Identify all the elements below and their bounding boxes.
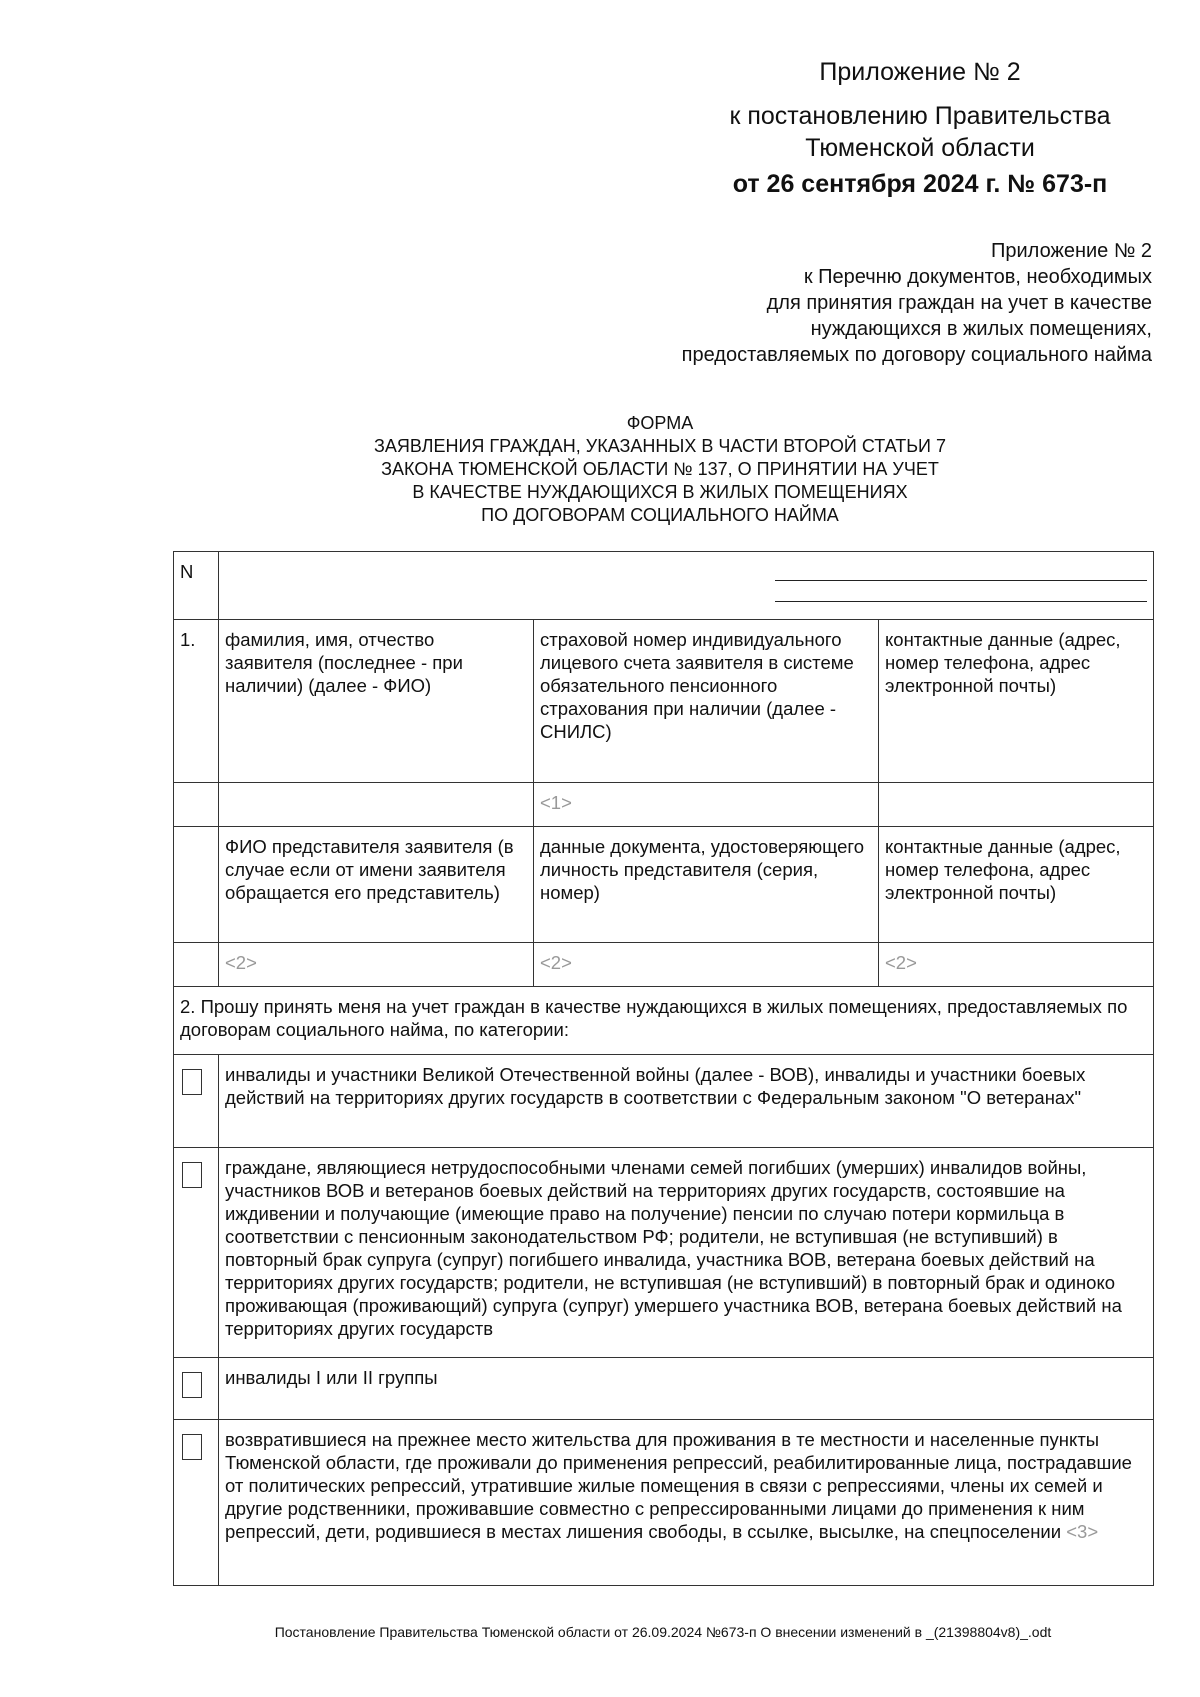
form-title xyxy=(160,412,1160,527)
category-checkbox[interactable] xyxy=(182,1434,202,1460)
representative-document-label: данные документа, удостоверяющего личность представителя (серия, номер) xyxy=(534,827,879,943)
category-label-cell xyxy=(219,1420,1154,1586)
representative-contacts-field[interactable] xyxy=(879,943,1154,987)
checkbox-cell xyxy=(174,1420,219,1586)
category-label: инвалиды I или II группы xyxy=(219,1358,1154,1420)
category-label: граждане, являющиеся нетрудоспособными членами семей погибших (умерших) инвалидов войны, участников ВОВ и ветеранов боевых действий на территориях других государств, состоявшие на иждивении и получающие (имеющие право на получение) пенсии по случаю потери кормильца в соответствии с пенсионным законодательством РФ; родители, не вступившая (не вступивший) в повторный брак супруга (супруг) погибшего инвалида, участника ВОВ, ветерана боевых действий на территориях других государств; родители, не вступившая (не вступивший) в повторный брак и одиноко проживающая (проживающий) супруга (супруг) умершего участника ВОВ, ветерана боевых действий на территориях других государств xyxy=(219,1148,1154,1358)
applicant-fio-label: фамилия, имя, отчество заявителя (последнее - при наличии) (далее - ФИО) xyxy=(219,620,534,783)
representative-fio-field[interactable] xyxy=(219,943,534,987)
checkbox-cell xyxy=(174,1148,219,1358)
form-title-line: ПО ДОГОВОРАМ СОЦИАЛЬНОГО НАЙМА xyxy=(481,505,839,525)
checkbox-cell xyxy=(174,1055,219,1148)
subheader-title: Приложение № 2 xyxy=(991,240,1152,262)
form-title-line: ЗАКОНА ТЮМЕНСКОЙ ОБЛАСТИ № 137, О ПРИНЯТИИ НА УЧЕТ xyxy=(381,459,939,479)
number-field[interactable] xyxy=(219,552,1154,620)
footnote-ref: <2> xyxy=(540,952,572,973)
applicant-snils-label: страховой номер индивидуального лицевого счета заявителя в системе обязательного пенсионного страхования при наличии (далее - СНИЛС) xyxy=(534,620,879,783)
table-row xyxy=(174,1055,1154,1148)
subheader-line: нуждающихся в жилых помещениях, xyxy=(810,318,1152,340)
table-row xyxy=(174,783,1154,827)
decree-date: от 26 сентября 2024 г. № 673-п xyxy=(732,170,1108,198)
table-row xyxy=(174,987,1154,1055)
footnote-ref: <1> xyxy=(540,792,572,813)
category-checkbox[interactable] xyxy=(182,1069,202,1095)
table-row xyxy=(174,1358,1154,1420)
subheader-line: для принятия граждан на учет в качестве xyxy=(766,292,1152,314)
table-row xyxy=(174,827,1154,943)
application-table xyxy=(173,551,1154,1586)
applicant-contacts-label: контактные данные (адрес, номер телефона, адрес электронной почты) xyxy=(879,620,1154,783)
applicant-fio-field[interactable] xyxy=(219,783,534,827)
applicant-contacts-field[interactable] xyxy=(879,783,1154,827)
footnote-ref: <2> xyxy=(225,952,257,973)
number-underline xyxy=(775,581,1147,602)
subheader-line: предоставляемых по договору социального найма xyxy=(681,344,1152,366)
row-number: 1. xyxy=(174,620,219,783)
representative-fio-label: ФИО представителя заявителя (в случае если от имени заявителя обращается его представитель) xyxy=(219,827,534,943)
checkbox-cell xyxy=(174,1358,219,1420)
decree-reference: к постановлению Правительства Тюменской области xyxy=(729,102,1111,162)
subheader xyxy=(552,238,1152,368)
applicant-snils-field[interactable] xyxy=(534,783,879,827)
footnote-ref: <3> xyxy=(1066,1521,1099,1542)
number-label: N xyxy=(174,552,219,620)
document-footer: Постановление Правительства Тюменской области от 26.09.2024 №673-п О внесении изменений в _(21398804v8)_.odt xyxy=(274,1624,1052,1640)
representative-document-field[interactable] xyxy=(534,943,879,987)
footnote-ref: <2> xyxy=(885,952,917,973)
form-title-line: ФОРМА xyxy=(626,413,694,433)
request-text: 2. Прошу принять меня на учет граждан в качестве нуждающихся в жилых помещениях, предоставляемых по договорам социального найма, по категории: xyxy=(174,987,1154,1055)
category-label: инвалиды и участники Великой Отечественной войны (далее - ВОВ), инвалиды и участники боевых действий на территориях других государств в соответствии с Федеральным законом "О ветеранах" xyxy=(219,1055,1154,1148)
representative-contacts-label: контактные данные (адрес, номер телефона, адрес электронной почты) xyxy=(879,827,1154,943)
empty-cell xyxy=(174,827,219,943)
table-row xyxy=(174,1148,1154,1358)
table-row xyxy=(174,620,1154,783)
table-row xyxy=(174,552,1154,620)
empty-cell xyxy=(174,783,219,827)
category-label: возвратившиеся на прежнее место жительства для проживания в те местности и населенные пункты Тюменской области, где проживали до применения репрессий, реабилитированные лица, пострадавшие от политических репрессий, утратившие жилые помещения в связи с репрессиями, члены их семей и другие родственники, проживавшие совместно с репрессированными лицами до применения к ним репрессий, дети, родившиеся в местах лишения свободы, в ссылке, высылке, на спецпоселении xyxy=(225,1429,1132,1542)
empty-cell xyxy=(174,943,219,987)
category-checkbox[interactable] xyxy=(182,1372,202,1398)
form-title-line: В КАЧЕСТВЕ НУЖДАЮЩИХСЯ В ЖИЛЫХ ПОМЕЩЕНИЯХ xyxy=(412,482,908,502)
table-row xyxy=(174,1420,1154,1586)
table-row xyxy=(174,943,1154,987)
category-checkbox[interactable] xyxy=(182,1162,202,1188)
appendix-title: Приложение № 2 xyxy=(819,58,1021,86)
form-title-line: ЗАЯВЛЕНИЯ ГРАЖДАН, УКАЗАННЫХ В ЧАСТИ ВТОРОЙ СТАТЬИ 7 xyxy=(374,436,946,456)
subheader-line: к Перечню документов, необходимых xyxy=(803,266,1152,288)
number-underline xyxy=(775,560,1147,581)
